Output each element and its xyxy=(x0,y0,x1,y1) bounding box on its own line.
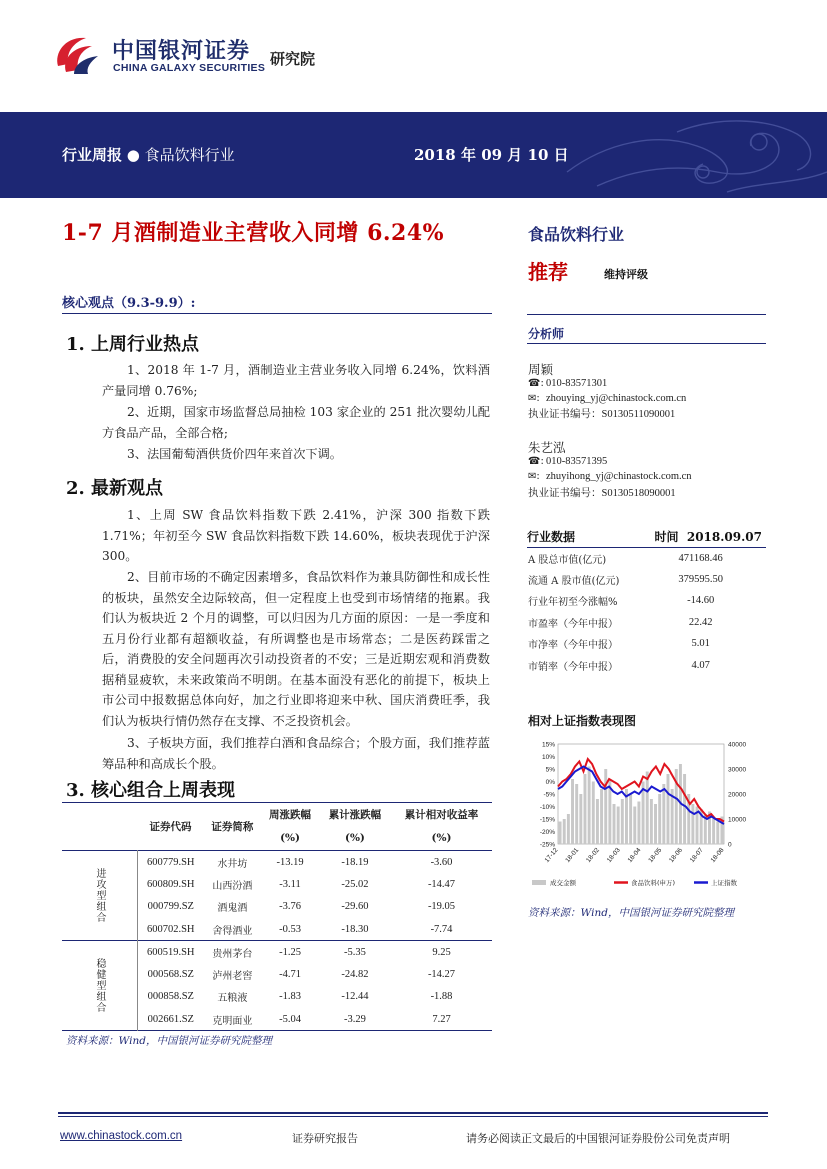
market-data-row xyxy=(527,569,766,591)
cell-week: -13.19 xyxy=(261,851,319,874)
volume-bar xyxy=(629,794,632,844)
analyst-phone: ☎: 010-83571395 xyxy=(528,456,608,467)
logo-name-cn: 中国银河证券 xyxy=(112,39,251,64)
cell-week: -1.83 xyxy=(279,991,301,1003)
market-data-label: 行业年初至今涨幅% xyxy=(528,597,618,609)
col-unit: (%) xyxy=(344,832,365,845)
volume-bar xyxy=(571,779,574,844)
volume-bar xyxy=(621,799,624,844)
analyst-name: 周颖 xyxy=(528,362,554,377)
market-data-value: -14.60 xyxy=(687,595,715,607)
volume-bar xyxy=(662,784,665,844)
cell-week: -0.53 xyxy=(279,923,301,935)
volume-bar xyxy=(654,804,657,844)
cell-cum: -18.19 xyxy=(319,851,391,874)
cell-name: 酒鬼酒 xyxy=(217,903,248,915)
y-right-tick-label: 40000 xyxy=(728,741,747,749)
y-right-tick-label: 10000 xyxy=(728,816,747,824)
section-title-portfolio: 3. 核心组合上周表现 xyxy=(66,780,236,801)
y-left-tick-label: 5% xyxy=(545,766,555,774)
cell-code: 600702.SH xyxy=(146,923,195,935)
x-tick-label: 18-02 xyxy=(584,846,602,865)
y-left-tick-label: -15% xyxy=(539,816,555,824)
volume-bar xyxy=(617,807,620,845)
cell-rel: -14.47 xyxy=(427,878,456,890)
footer-rule xyxy=(58,1112,768,1114)
y-left-tick-label: 15% xyxy=(541,741,555,749)
x-tick-label: 18-01 xyxy=(564,846,581,865)
galaxy-logo-icon xyxy=(52,32,104,76)
cell-name: 水井坊 xyxy=(204,851,262,874)
col-header-week: 周涨跌幅 xyxy=(269,809,312,822)
cell-week: -3.11 xyxy=(279,878,301,890)
divider xyxy=(527,314,766,315)
cell-code: 600519.SH xyxy=(138,941,204,964)
market-data-row xyxy=(527,655,766,677)
market-data-label: 流通 A 股市值(亿元) xyxy=(528,575,620,587)
y-left-tick-label: -5% xyxy=(543,791,555,799)
y-left-tick-label: -25% xyxy=(539,841,555,849)
volume-bar xyxy=(592,782,595,845)
analyst-phone: ☎: 010-83571301 xyxy=(528,378,608,389)
cell-week: -4.71 xyxy=(279,968,301,980)
market-data-table xyxy=(527,527,766,676)
cell-rel: -1.88 xyxy=(430,991,453,1003)
footer-website-link[interactable]: www.chinastock.com.cn xyxy=(60,1130,183,1142)
volume-bar xyxy=(667,774,670,844)
mail-icon: ✉: xyxy=(528,471,540,482)
section-title-latest-view: 2. 最新观点 xyxy=(66,478,164,499)
table-row xyxy=(62,851,492,874)
x-tick-label: 18-04 xyxy=(626,846,643,865)
portfolio-group-label: 进攻型组合 xyxy=(62,851,138,941)
table-row xyxy=(62,941,492,964)
section-title-hotspots: 1. 上周行业热点 xyxy=(66,334,200,355)
volume-bar xyxy=(600,789,603,844)
market-data-row xyxy=(527,612,766,634)
chart-title: 相对上证指数表现图 xyxy=(528,714,637,728)
analyst-email[interactable]: ✉: zhuyihong_yj@chinastock.com.cn xyxy=(528,471,692,482)
market-data-label: 市销率（今年中报） xyxy=(528,661,618,673)
analyst-email[interactable]: ✉: zhouying_yj@chinastock.com.cn xyxy=(528,393,687,404)
paragraph: 1、上周 SW 食品饮料指数下跌 2.41%，沪深 300 指数下跌 1.71%；年初至今 SW 食品饮料指数下跌 14.60%，板块表现优于沪深 300。 xyxy=(102,508,490,563)
volume-bar xyxy=(712,819,715,844)
paragraph: 2、目前市场的不确定因素增多，食品饮料作为兼具防御性和成长性的板块，虽然安全边际较高，但一定程度上也受到市场情绪的拖累。我们认为板块近 2 个月的调整，可以归因为几方面的原因：一是一季度和五月份行业都有超额收益，有所调整也是市场常态；二是医药踩雷之后，消费股的安全问题再次引动投资者的不安；三是近期宏观和消费数据稍显疲软，未来政策尚不明朗。在基本面没有恶化的前提下，板块上市公司中报数据总体向好，加之行业即将迎来中秋、国庆消费旺季，我们认为板块行情仍然存在支撑、不乏投资机会。 xyxy=(102,570,490,728)
phone-icon: ☎: xyxy=(528,456,544,467)
analyst-name: 朱艺泓 xyxy=(528,440,566,455)
cell-code: 600809.SH xyxy=(146,878,195,890)
y-left-tick-label: -20% xyxy=(539,829,555,836)
cell-cum: -25.02 xyxy=(341,878,369,890)
market-data-row xyxy=(527,547,766,569)
volume-bar xyxy=(716,822,719,845)
phone-icon: ☎: xyxy=(528,378,544,389)
report-title: 1-7 月酒制造业主营收入同增 6.24% xyxy=(62,220,445,246)
cell-name: 贵州茅台 xyxy=(204,941,262,964)
cell-rel: 9.25 xyxy=(391,941,492,964)
x-tick-label: 18-08 xyxy=(709,846,726,865)
portfolio-table xyxy=(62,802,492,1031)
rating-note: 维持评级 xyxy=(604,268,648,281)
volume-bar xyxy=(691,804,694,844)
volume-bar xyxy=(579,794,582,844)
cell-rel: -3.60 xyxy=(391,851,492,874)
y-left-tick-label: 0% xyxy=(545,779,555,786)
legend-food-label: 食品饮料(申万) xyxy=(631,879,676,887)
cell-rel: -7.74 xyxy=(430,923,453,935)
market-data-heading: 行业数据 xyxy=(527,527,635,547)
volume-bar xyxy=(683,774,686,844)
market-data-value: 4.07 xyxy=(691,659,710,671)
cell-name: 泸州老窖 xyxy=(212,970,253,982)
footer-doc-type: 证券研究报告 xyxy=(292,1132,358,1145)
y-left-tick-label: 10% xyxy=(541,754,555,761)
logo-institute: 研究院 xyxy=(270,50,316,68)
plot-frame xyxy=(558,744,724,844)
market-data-value: 22.42 xyxy=(688,616,713,628)
volume-bar xyxy=(604,769,607,844)
col-header-code: 证券代码 xyxy=(149,821,192,833)
cell-name: 克明面业 xyxy=(212,1015,253,1027)
market-data-time: 时间 2018.09.07 xyxy=(635,527,766,547)
cell-rel: -19.05 xyxy=(427,901,456,913)
market-data-label: 市盈率（今年中报） xyxy=(528,618,618,630)
portfolio-source: 资料来源：Wind，中国银河证券研究院整理 xyxy=(66,1035,272,1047)
analyst-heading: 分析师 xyxy=(528,327,565,341)
cell-cum: -5.35 xyxy=(319,941,391,964)
cell-rel: 7.27 xyxy=(432,1013,451,1025)
market-data-value: 5.01 xyxy=(691,638,710,650)
cell-rel: -14.27 xyxy=(427,968,456,980)
market-data-value: 379595.50 xyxy=(678,573,723,585)
cell-week: -1.25 xyxy=(261,941,319,964)
volume-bar xyxy=(658,794,661,844)
x-tick-label: 18-05 xyxy=(647,846,664,865)
portfolio-group-label: 稳健型组合 xyxy=(62,941,138,1031)
cell-code: 000858.SZ xyxy=(147,991,194,1003)
cell-week: -3.76 xyxy=(279,901,301,913)
chart-source: 资料来源：Wind，中国银河证券研究院整理 xyxy=(528,907,734,919)
cell-code: 600779.SH xyxy=(138,851,204,874)
cell-cum: -12.44 xyxy=(341,991,369,1003)
y-left-tick-label: -10% xyxy=(539,804,555,811)
volume-bar xyxy=(563,819,566,844)
volume-bar xyxy=(637,802,640,845)
legend-index-label: 上证指数 xyxy=(711,879,737,887)
col-header-rel: 累计相对收益率 xyxy=(404,809,479,822)
volume-bar xyxy=(575,784,578,844)
volume-bar xyxy=(567,814,570,844)
y-right-tick-label: 30000 xyxy=(728,766,747,774)
legend-volume-label: 成交金额 xyxy=(550,879,576,887)
paragraph: 3、法国葡萄酒供货价四年来首次下调。 xyxy=(127,447,342,461)
col-unit: (%) xyxy=(431,832,452,845)
analyst-cert: 执业证书编号：S0130518090001 xyxy=(528,488,676,499)
cloud-pattern-icon xyxy=(527,112,827,198)
industry-label: 食品饮料行业 xyxy=(528,225,625,244)
market-data-value: 471168.46 xyxy=(678,552,723,564)
analyst-cert: 执业证书编号：S0130511090001 xyxy=(528,409,676,420)
volume-bar xyxy=(633,807,636,845)
cell-code: 000799.SZ xyxy=(147,901,194,913)
market-data-row xyxy=(527,590,766,612)
footer-disclaimer: 请务必阅读正文最后的中国银河证券股份公司免责声明 xyxy=(466,1132,730,1145)
shanghai-index-line xyxy=(558,767,724,825)
volume-bar xyxy=(650,799,653,844)
col-header-name: 证券简称 xyxy=(211,821,254,833)
volume-bar xyxy=(559,822,562,845)
volume-bar xyxy=(613,804,616,844)
x-tick-label: 18-06 xyxy=(667,846,685,865)
volume-bar xyxy=(584,774,587,844)
report-type: 行业周报 ● 食品饮料行业 xyxy=(62,146,235,164)
col-unit: (%) xyxy=(280,832,300,845)
cell-week: -5.04 xyxy=(279,1013,301,1025)
market-data-label: 市净率（今年中报） xyxy=(528,640,618,652)
cell-cum: -3.29 xyxy=(344,1013,366,1025)
x-tick-label: 18-03 xyxy=(605,846,622,865)
core-view-heading: 核心观点（9.3-9.9）: xyxy=(62,296,196,311)
cell-code: 000568.SZ xyxy=(147,968,194,980)
market-data-row xyxy=(527,633,766,655)
cell-name: 舍得酒业 xyxy=(212,925,253,937)
relative-performance-chart xyxy=(528,732,768,902)
cell-cum: -18.30 xyxy=(341,923,369,935)
x-tick-label: 18-07 xyxy=(688,846,705,865)
market-data-label: A 股总市值(亿元) xyxy=(528,554,607,566)
cell-code: 002661.SZ xyxy=(147,1013,194,1025)
paragraph: 3、子板块方面，我们推荐白酒和食品综合；个股方面，我们推荐蓝筹品种和高成长个股。 xyxy=(102,736,490,771)
rating: 推荐 xyxy=(528,260,568,284)
volume-bar xyxy=(646,772,649,845)
logo-name-en: CHINA GALAXY SECURITIES xyxy=(113,62,266,74)
paragraph: 2、近期，国家市场监督总局抽检 103 家企业的 251 批次婴幼儿配方食品产品，全部合格; xyxy=(102,405,490,440)
cell-name: 五粮液 xyxy=(217,993,248,1005)
cell-cum: -29.60 xyxy=(341,901,369,913)
divider xyxy=(62,313,492,314)
volume-bar xyxy=(588,767,591,845)
col-header-cum: 累计涨跌幅 xyxy=(328,809,382,822)
cell-cum: -24.82 xyxy=(341,968,369,980)
footer-rule xyxy=(58,1116,768,1117)
report-date: 2018 年 09 月 10 日 xyxy=(414,146,569,164)
volume-bar xyxy=(596,799,599,844)
y-right-tick-label: 20000 xyxy=(728,791,747,799)
paragraph: 1、2018 年 1-7 月，酒制造业主营业务收入同增 6.24%，饮料酒产量同增 0.76%; xyxy=(102,363,490,398)
legend-volume-swatch xyxy=(532,880,546,885)
mail-icon: ✉: xyxy=(528,393,540,404)
y-right-tick-label: 0 xyxy=(728,841,732,849)
logo xyxy=(52,30,352,80)
x-tick-label: 17-12 xyxy=(543,846,560,865)
cell-name: 山西汾酒 xyxy=(212,880,253,892)
divider xyxy=(527,343,766,344)
